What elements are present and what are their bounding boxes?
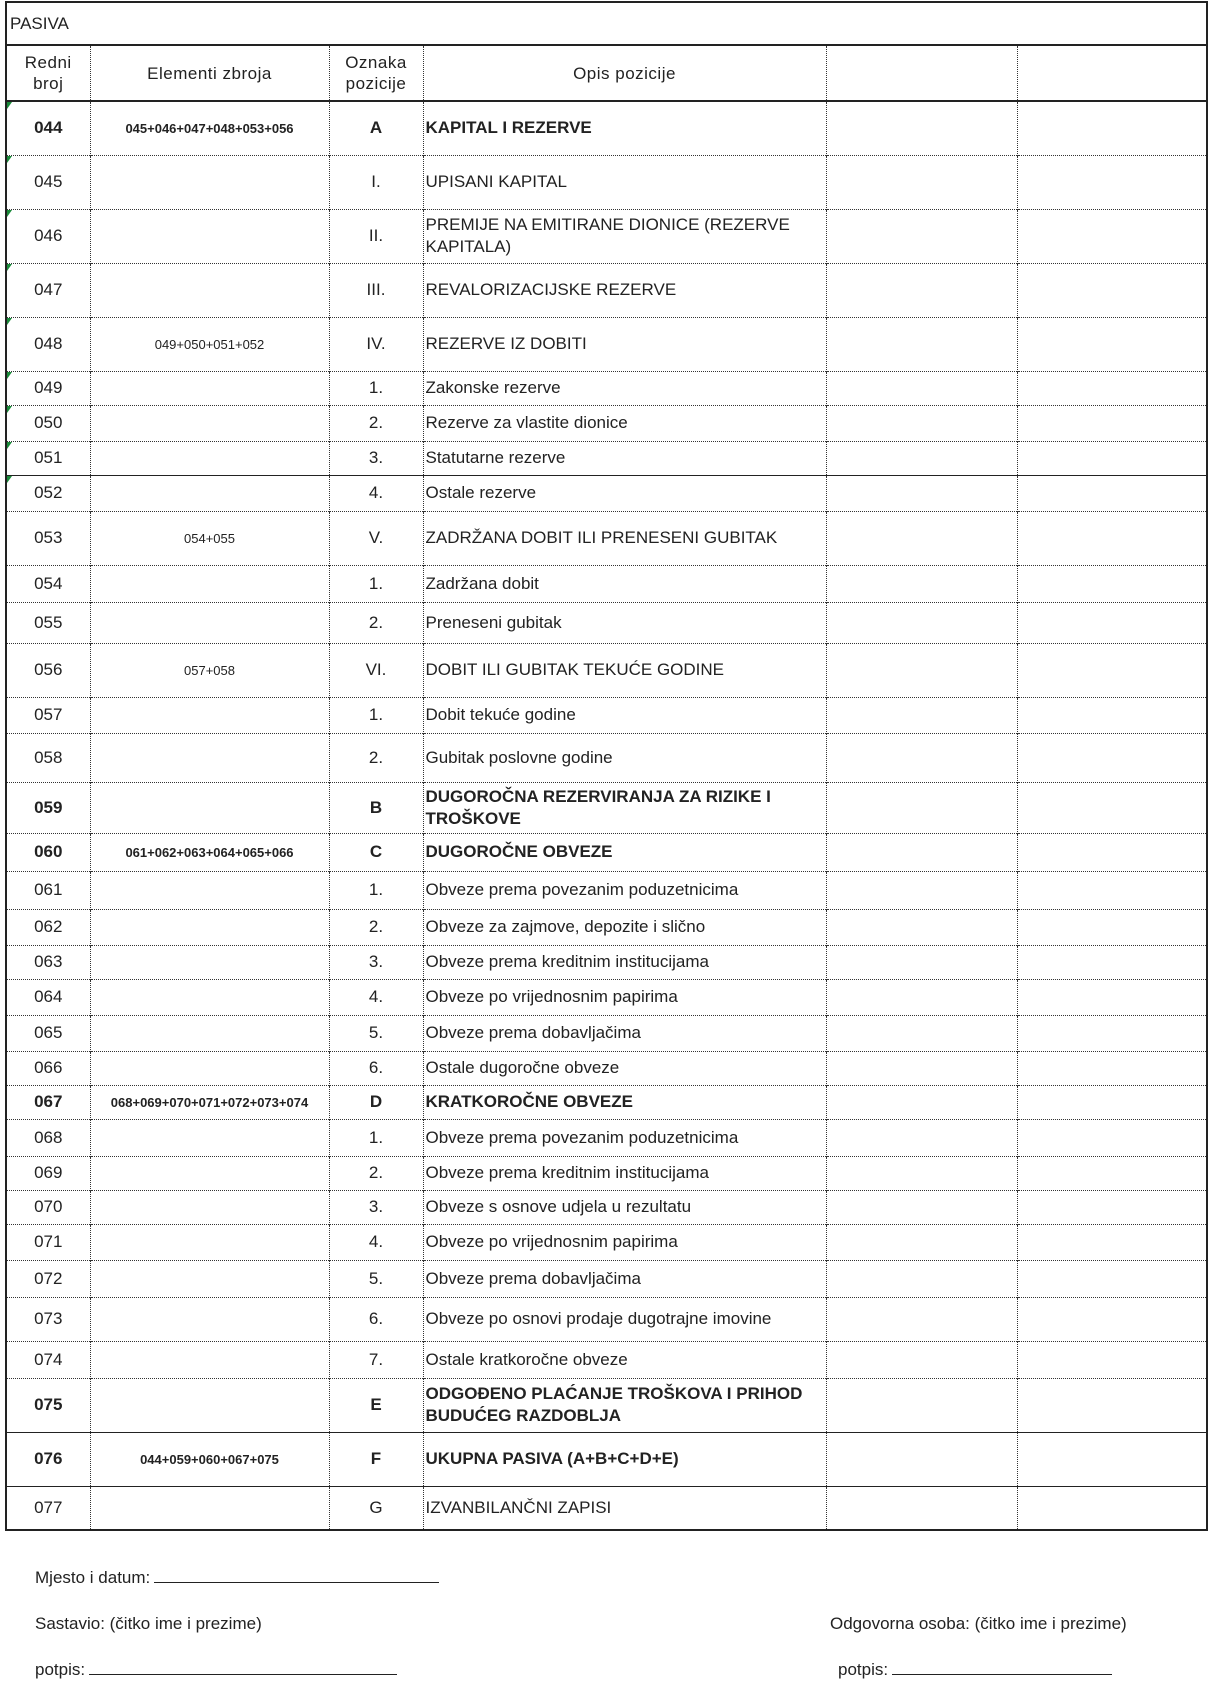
value-cell-previous[interactable]: [826, 565, 1017, 602]
position-mark: 4.: [329, 979, 423, 1015]
position-description: PREMIJE NA EMITIRANE DIONICE (REZERVE KAPITALA): [423, 209, 826, 263]
position-mark: IV.: [329, 317, 423, 371]
value-cell-previous[interactable]: [826, 263, 1017, 317]
potpis-right-line[interactable]: [892, 1673, 1112, 1675]
position-description: Obveze prema kreditnim institucijama: [423, 1156, 826, 1190]
value-cell-current[interactable]: [1017, 1486, 1207, 1530]
value-cell-current[interactable]: [1017, 1432, 1207, 1486]
position-mark: 1.: [329, 565, 423, 602]
row-number: 063: [6, 945, 90, 979]
sum-elements: [90, 441, 329, 475]
position-description: Obveze prema dobavljačima: [423, 1015, 826, 1051]
sum-elements: [90, 1051, 329, 1085]
sum-elements: [90, 1015, 329, 1051]
value-cell-current[interactable]: [1017, 441, 1207, 475]
table-row: [6, 602, 1207, 643]
table-row: [6, 475, 1207, 511]
position-description: Ostale dugoročne obveze: [423, 1051, 826, 1085]
position-mark: V.: [329, 511, 423, 565]
value-cell-previous[interactable]: [826, 1051, 1017, 1085]
position-description: Statutarne rezerve: [423, 441, 826, 475]
table-row: [6, 733, 1207, 782]
position-mark: 1.: [329, 371, 423, 405]
value-cell-current[interactable]: [1017, 1015, 1207, 1051]
table-row: [6, 1015, 1207, 1051]
table-row: [6, 643, 1207, 697]
table-row: [6, 1378, 1207, 1432]
sum-elements: [90, 371, 329, 405]
value-cell-current[interactable]: [1017, 263, 1207, 317]
sum-elements: 049+050+051+052: [90, 317, 329, 371]
position-description: KRATKOROČNE OBVEZE: [423, 1085, 826, 1119]
table-row: [6, 1432, 1207, 1486]
value-cell-previous[interactable]: [826, 405, 1017, 441]
table-row: [6, 155, 1207, 209]
mjesto-datum-label: Mjesto i datum:: [35, 1568, 151, 1587]
table-title: PASIVA: [6, 2, 1207, 45]
sum-elements: [90, 1119, 329, 1156]
position-mark: 4.: [329, 1224, 423, 1260]
sum-elements: [90, 697, 329, 733]
position-mark: 1.: [329, 871, 423, 909]
row-number: 074: [6, 1341, 90, 1378]
sum-elements: [90, 1341, 329, 1378]
position-description: UKUPNA PASIVA (A+B+C+D+E): [423, 1432, 826, 1486]
value-cell-previous[interactable]: [826, 155, 1017, 209]
row-number: 072: [6, 1260, 90, 1297]
row-number: 055: [6, 602, 90, 643]
potpis-left-label: potpis:: [35, 1660, 86, 1679]
cell-note-marker-icon: [7, 442, 12, 449]
position-description: KAPITAL I REZERVE: [423, 101, 826, 155]
value-cell-previous[interactable]: [826, 1119, 1017, 1156]
position-description: Obveze prema povezanim poduzetnicima: [423, 871, 826, 909]
header-redni-broj: Redni broj: [6, 45, 90, 101]
value-cell-previous[interactable]: [826, 871, 1017, 909]
row-number: 048: [6, 317, 90, 371]
row-number: 070: [6, 1190, 90, 1224]
sum-elements: [90, 1224, 329, 1260]
row-number: 068: [6, 1119, 90, 1156]
table-row: [6, 405, 1207, 441]
value-cell-current[interactable]: [1017, 1190, 1207, 1224]
row-number: 066: [6, 1051, 90, 1085]
value-cell-previous[interactable]: [826, 1378, 1017, 1432]
sum-elements: [90, 871, 329, 909]
position-mark: 4.: [329, 475, 423, 511]
potpis-left-field: [35, 1660, 397, 1680]
value-cell-previous[interactable]: [826, 475, 1017, 511]
value-cell-current[interactable]: [1017, 733, 1207, 782]
position-description: DUGOROČNE OBVEZE: [423, 833, 826, 871]
position-mark: D: [329, 1085, 423, 1119]
table-row: [6, 1051, 1207, 1085]
position-description: DUGOROČNA REZERVIRANJA ZA RIZIKE I TROŠKOVE: [423, 782, 826, 833]
position-mark: E: [329, 1378, 423, 1432]
sum-elements: [90, 782, 329, 833]
position-mark: 3.: [329, 441, 423, 475]
value-cell-current[interactable]: [1017, 209, 1207, 263]
value-cell-current[interactable]: [1017, 511, 1207, 565]
row-number: 067: [6, 1085, 90, 1119]
sum-elements: [90, 475, 329, 511]
cell-note-marker-icon: [7, 264, 12, 271]
sum-elements: [90, 263, 329, 317]
table-row: [6, 1156, 1207, 1190]
cell-note-marker-icon: [7, 406, 12, 413]
position-description: Obveze po vrijednosnim papirima: [423, 979, 826, 1015]
value-cell-current[interactable]: [1017, 475, 1207, 511]
value-cell-current[interactable]: [1017, 782, 1207, 833]
position-description: REZERVE IZ DOBITI: [423, 317, 826, 371]
row-number: 061: [6, 871, 90, 909]
row-number: 045: [6, 155, 90, 209]
table-row: [6, 209, 1207, 263]
value-cell-current[interactable]: [1017, 909, 1207, 945]
value-cell-previous[interactable]: [826, 441, 1017, 475]
value-cell-previous[interactable]: [826, 1085, 1017, 1119]
value-cell-previous[interactable]: [826, 1015, 1017, 1051]
position-mark: I.: [329, 155, 423, 209]
value-cell-previous[interactable]: [826, 101, 1017, 155]
sum-elements: 057+058: [90, 643, 329, 697]
position-mark: B: [329, 782, 423, 833]
sum-elements: 054+055: [90, 511, 329, 565]
position-mark: F: [329, 1432, 423, 1486]
sum-elements: [90, 733, 329, 782]
position-description: Obveze po osnovi prodaje dugotrajne imovine: [423, 1297, 826, 1341]
row-number: 050: [6, 405, 90, 441]
row-number: 051: [6, 441, 90, 475]
value-cell-current[interactable]: [1017, 602, 1207, 643]
row-number: 069: [6, 1156, 90, 1190]
value-cell-previous[interactable]: [826, 833, 1017, 871]
row-number: 049: [6, 371, 90, 405]
position-mark: 7.: [329, 1341, 423, 1378]
value-cell-current[interactable]: [1017, 1224, 1207, 1260]
row-number: 064: [6, 979, 90, 1015]
value-cell-previous[interactable]: [826, 511, 1017, 565]
value-cell-current[interactable]: [1017, 405, 1207, 441]
value-cell-current[interactable]: [1017, 643, 1207, 697]
sum-elements: [90, 945, 329, 979]
position-mark: 5.: [329, 1260, 423, 1297]
value-cell-current[interactable]: [1017, 155, 1207, 209]
table-row: [6, 371, 1207, 405]
position-mark: A: [329, 101, 423, 155]
value-cell-previous[interactable]: [826, 1190, 1017, 1224]
position-mark: 1.: [329, 697, 423, 733]
table-row: [6, 1224, 1207, 1260]
position-description: Rezerve za vlastite dionice: [423, 405, 826, 441]
value-cell-current[interactable]: [1017, 979, 1207, 1015]
value-cell-previous[interactable]: [826, 979, 1017, 1015]
value-cell-current[interactable]: [1017, 565, 1207, 602]
table-row: [6, 511, 1207, 565]
header-elementi-zbroja: Elementi zbroja: [90, 45, 329, 101]
value-cell-current[interactable]: [1017, 317, 1207, 371]
sum-elements: [90, 1190, 329, 1224]
sum-elements: [90, 1260, 329, 1297]
header-oznaka-pozicije: Oznaka pozicije: [329, 45, 423, 101]
value-cell-current[interactable]: [1017, 1051, 1207, 1085]
position-description: Obveze prema dobavljačima: [423, 1260, 826, 1297]
position-mark: 2.: [329, 909, 423, 945]
position-description: Obveze po vrijednosnim papirima: [423, 1224, 826, 1260]
position-description: Zadržana dobit: [423, 565, 826, 602]
value-cell-current[interactable]: [1017, 871, 1207, 909]
value-cell-current[interactable]: [1017, 1341, 1207, 1378]
row-number: 059: [6, 782, 90, 833]
value-cell-current[interactable]: [1017, 1119, 1207, 1156]
table-row: [6, 1119, 1207, 1156]
position-mark: 6.: [329, 1051, 423, 1085]
table-row: [6, 263, 1207, 317]
row-number: 052: [6, 475, 90, 511]
table-row: [6, 1486, 1207, 1530]
value-cell-current[interactable]: [1017, 945, 1207, 979]
value-cell-previous[interactable]: [826, 733, 1017, 782]
row-number: 054: [6, 565, 90, 602]
row-number: 073: [6, 1297, 90, 1341]
sum-elements: [90, 209, 329, 263]
position-description: Preneseni gubitak: [423, 602, 826, 643]
position-description: IZVANBILANČNI ZAPISI: [423, 1486, 826, 1530]
value-cell-current[interactable]: [1017, 371, 1207, 405]
table-row: [6, 1297, 1207, 1341]
table-row: [6, 1085, 1207, 1119]
header-opis-pozicije: Opis pozicije: [423, 45, 826, 101]
sum-elements: [90, 979, 329, 1015]
row-number: 065: [6, 1015, 90, 1051]
sastavio-label: Sastavio: (čitko ime i prezime): [35, 1614, 262, 1633]
potpis-left-line[interactable]: [89, 1673, 397, 1675]
cell-note-marker-icon: [7, 210, 12, 217]
cell-note-marker-icon: [7, 102, 12, 109]
cell-note-marker-icon: [7, 476, 12, 483]
table-row: [6, 945, 1207, 979]
value-cell-previous[interactable]: [826, 697, 1017, 733]
position-description: ZADRŽANA DOBIT ILI PRENESENI GUBITAK: [423, 511, 826, 565]
value-cell-previous[interactable]: [826, 1156, 1017, 1190]
table-row: [6, 565, 1207, 602]
position-description: Obveze prema povezanim poduzetnicima: [423, 1119, 826, 1156]
row-number: 075: [6, 1378, 90, 1432]
sum-elements: [90, 1486, 329, 1530]
header-col5: [826, 45, 1017, 101]
position-description: UPISANI KAPITAL: [423, 155, 826, 209]
potpis-right-label: potpis:: [838, 1660, 889, 1679]
potpis-right-field: [838, 1660, 1112, 1680]
row-number: 057: [6, 697, 90, 733]
position-description: Zakonske rezerve: [423, 371, 826, 405]
position-mark: 5.: [329, 1015, 423, 1051]
row-number: 058: [6, 733, 90, 782]
table-row: [6, 1341, 1207, 1378]
table-row: [6, 782, 1207, 833]
row-number: 060: [6, 833, 90, 871]
table-row: [6, 101, 1207, 155]
sum-elements: [90, 602, 329, 643]
pasiva-table: [5, 1, 1208, 1531]
position-mark: III.: [329, 263, 423, 317]
position-mark: 6.: [329, 1297, 423, 1341]
position-mark: 1.: [329, 1119, 423, 1156]
table-row: [6, 833, 1207, 871]
position-mark: VI.: [329, 643, 423, 697]
value-cell-previous[interactable]: [826, 1486, 1017, 1530]
value-cell-current[interactable]: [1017, 697, 1207, 733]
value-cell-previous[interactable]: [826, 602, 1017, 643]
cell-note-marker-icon: [7, 372, 12, 379]
row-number: 076: [6, 1432, 90, 1486]
row-number: 044: [6, 101, 90, 155]
row-number: 046: [6, 209, 90, 263]
position-description: Obveze s osnove udjela u rezultatu: [423, 1190, 826, 1224]
value-cell-previous[interactable]: [826, 1432, 1017, 1486]
mjesto-datum-field: [35, 1568, 439, 1588]
value-cell-previous[interactable]: [826, 371, 1017, 405]
value-cell-previous[interactable]: [826, 782, 1017, 833]
sum-elements: [90, 1156, 329, 1190]
sum-elements: [90, 405, 329, 441]
row-number: 047: [6, 263, 90, 317]
row-number: 062: [6, 909, 90, 945]
table-row: [6, 441, 1207, 475]
row-number: 077: [6, 1486, 90, 1530]
sum-elements: [90, 565, 329, 602]
row-number: 071: [6, 1224, 90, 1260]
header-col6: [1017, 45, 1207, 101]
table-row: [6, 871, 1207, 909]
position-description: REVALORIZACIJSKE REZERVE: [423, 263, 826, 317]
value-cell-current[interactable]: [1017, 1085, 1207, 1119]
position-mark: 3.: [329, 1190, 423, 1224]
mjesto-datum-line[interactable]: [154, 1581, 439, 1583]
position-mark: 2.: [329, 405, 423, 441]
value-cell-previous[interactable]: [826, 1224, 1017, 1260]
position-description: Dobit tekuće godine: [423, 697, 826, 733]
value-cell-current[interactable]: [1017, 1260, 1207, 1297]
position-mark: 3.: [329, 945, 423, 979]
sum-elements: 068+069+070+071+072+073+074: [90, 1085, 329, 1119]
value-cell-previous[interactable]: [826, 1341, 1017, 1378]
position-description: Gubitak poslovne godine: [423, 733, 826, 782]
value-cell-previous[interactable]: [826, 1297, 1017, 1341]
sum-elements: [90, 1297, 329, 1341]
sum-elements: 045+046+047+048+053+056: [90, 101, 329, 155]
table-row: [6, 1260, 1207, 1297]
value-cell-current[interactable]: [1017, 833, 1207, 871]
cell-note-marker-icon: [7, 318, 12, 325]
sum-elements: [90, 909, 329, 945]
table-row: [6, 1190, 1207, 1224]
value-cell-previous[interactable]: [826, 209, 1017, 263]
value-cell-current[interactable]: [1017, 1297, 1207, 1341]
position-mark: 2.: [329, 1156, 423, 1190]
position-description: Ostale kratkoročne obveze: [423, 1341, 826, 1378]
position-mark: 2.: [329, 602, 423, 643]
position-mark: C: [329, 833, 423, 871]
position-description: Obveze za zajmove, depozite i slično: [423, 909, 826, 945]
position-description: ODGOĐENO PLAĆANJE TROŠKOVA I PRIHOD BUDUĆEG RAZDOBLJA: [423, 1378, 826, 1432]
sum-elements: [90, 155, 329, 209]
value-cell-current[interactable]: [1017, 1156, 1207, 1190]
sum-elements: 044+059+060+067+075: [90, 1432, 329, 1486]
row-number: 053: [6, 511, 90, 565]
cell-note-marker-icon: [7, 156, 12, 163]
value-cell-previous[interactable]: [826, 643, 1017, 697]
table-row: [6, 697, 1207, 733]
table-row: [6, 317, 1207, 371]
value-cell-previous[interactable]: [826, 945, 1017, 979]
value-cell-previous[interactable]: [826, 317, 1017, 371]
sum-elements: [90, 1378, 329, 1432]
sum-elements: 061+062+063+064+065+066: [90, 833, 329, 871]
value-cell-current[interactable]: [1017, 1378, 1207, 1432]
position-description: Obveze prema kreditnim institucijama: [423, 945, 826, 979]
position-mark: G: [329, 1486, 423, 1530]
table-row: [6, 979, 1207, 1015]
value-cell-current[interactable]: [1017, 101, 1207, 155]
value-cell-previous[interactable]: [826, 1260, 1017, 1297]
table-row: [6, 909, 1207, 945]
value-cell-previous[interactable]: [826, 909, 1017, 945]
odgovorna-osoba-label: Odgovorna osoba: (čitko ime i prezime): [830, 1614, 1127, 1633]
row-number: 056: [6, 643, 90, 697]
position-description: Ostale rezerve: [423, 475, 826, 511]
position-description: DOBIT ILI GUBITAK TEKUĆE GODINE: [423, 643, 826, 697]
position-mark: II.: [329, 209, 423, 263]
position-mark: 2.: [329, 733, 423, 782]
